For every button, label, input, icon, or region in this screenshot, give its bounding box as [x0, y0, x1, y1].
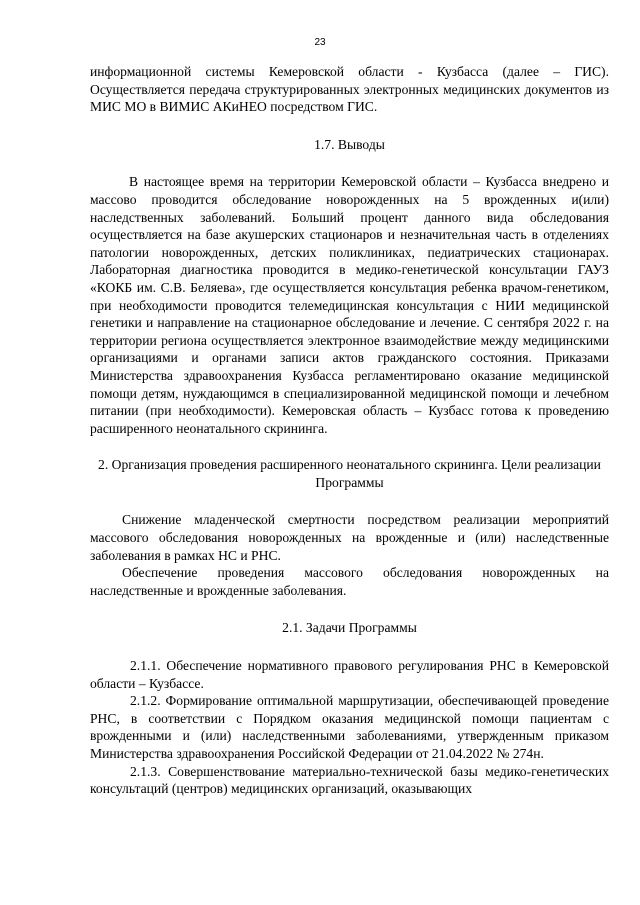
section-2-heading: 2. Организация проведения расширенного неонатального скрининга. Цели реализации Программы — [98, 457, 601, 490]
task-2-1-2: 2.1.2. Формирование оптимальной маршрутизации, обеспечивающей проведение РНС, в соответствии с Порядком оказания медицинской помощи пациентам с врожденными и (или) наследственными заболеваниями, утвержденным приказом Министерства здравоохранения Российской Федерации от 21.04.2022 № 274н. — [90, 693, 609, 761]
section-2-1-heading: 2.1. Задачи Программы — [282, 620, 417, 636]
section-1-7-heading: 1.7. Выводы — [314, 136, 385, 152]
section-2-paragraph-2: Обеспечение проведения массового обследования новорожденных на наследственные и врожденные заболевания. — [90, 565, 609, 598]
document-body — [90, 63, 609, 798]
task-2-1-1: 2.1.1. Обеспечение нормативного правового регулирования РНС в Кемеровской области – Кузбассе. — [90, 658, 609, 691]
page-number: 23 — [314, 37, 326, 48]
task-2-1-3: 2.1.3. Совершенствование материально-технической базы медико-генетических консультаций (центров) медицинских организаций, оказывающих — [90, 763, 609, 797]
section-1-7-paragraph: В настоящее время на территории Кемеровской области – Кузбасса внедрено и массово проводится обследование новорожденных на 5 врожденных и(или) наследственных заболеваний. Больший процент данного вида обследования осуществляется на базе акушерских стационаров и незначительная часть в отделениях патологии новорожденных, детских поликлиниках, педиатрических стационарах. Лабораторная диагностика проводится в медико-генетической консультации ГАУЗ «КОКБ им. С.В. Беляева», где осуществляется консультация ребенка врачом-генетиком, при необходимости проводится телемедицинская консультация с НИИ медицинской генетики и направление на стационарное обследование и лечение. С сентября 2022 г. на территории региона осуществляется электронное взаимодействие между медицинскими организациями и органами записи актов гражданского состояния. Приказами Министерства здравоохранения Кузбасса регламентировано оказание медицинской помощи детям, нуждающимся в специализированной медицинской помощи и лечебном питании (при необходимости). Кемеровская область – Кузбасс готова к проведению расширенного неонатального скрининга. — [90, 174, 609, 436]
section-2-paragraph-1: Снижение младенческой смертности посредством реализации мероприятий массового обследования новорожденных на врожденные и (или) наследственные заболевания в рамках НС и РНС. — [90, 512, 609, 563]
intro-paragraph: информационной системы Кемеровской области - Кузбасса (далее – ГИС). Осуществляется передача структурированных электронных медицинских документов из МИС МО в ВИМИС АКиНЕО посредством ГИС. — [90, 64, 609, 115]
